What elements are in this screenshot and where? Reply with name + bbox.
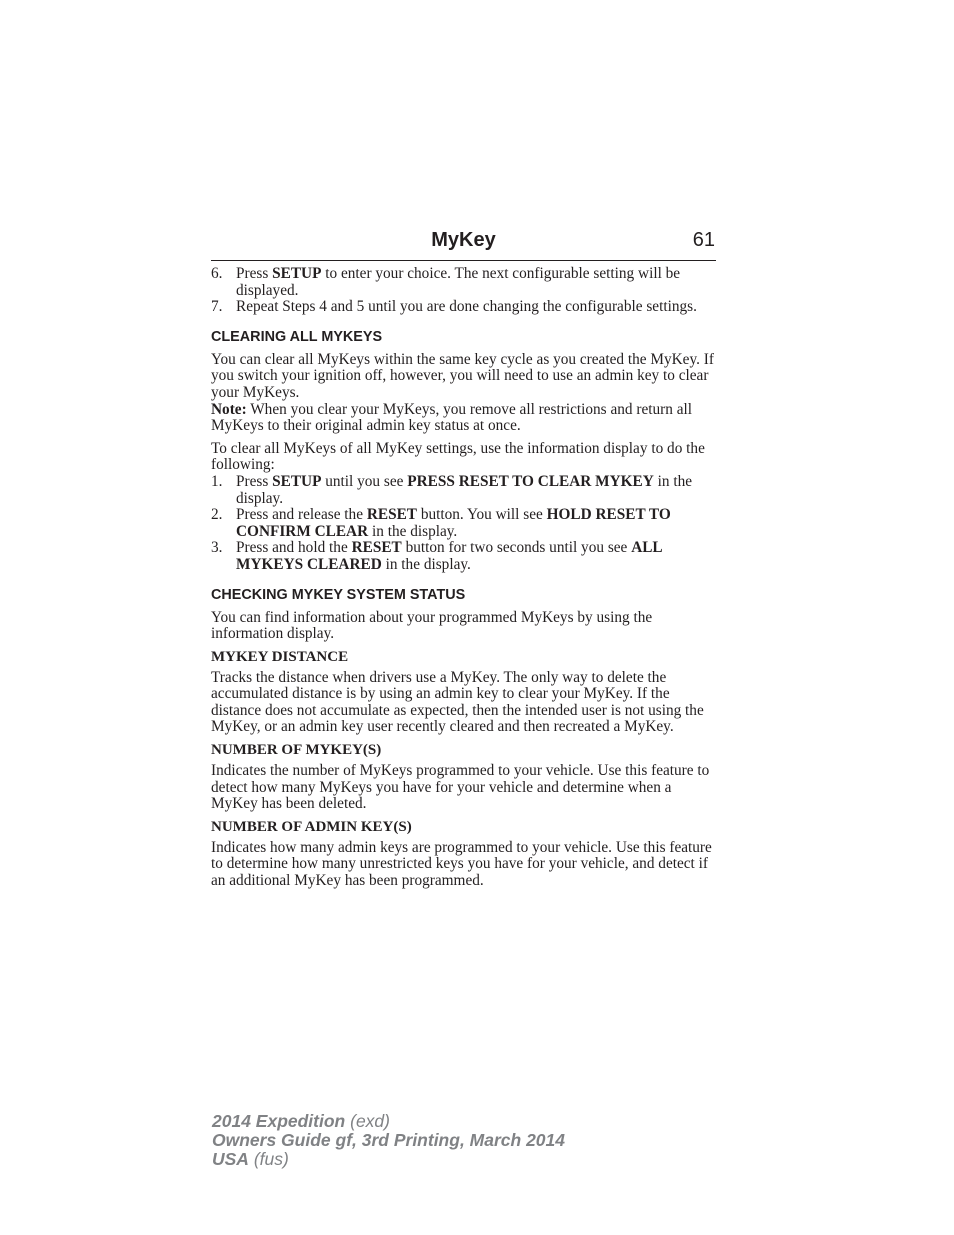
paragraph: You can find information about your programmed MyKeys by using the information display. xyxy=(211,608,653,643)
step-text: until you see xyxy=(321,472,408,490)
step-bold: SETUP xyxy=(272,265,322,282)
step-bold: HOLD RESET TO CONFIRM CLEAR xyxy=(236,506,671,540)
continued-steps-list xyxy=(211,266,716,316)
footer-model-code: (exd) xyxy=(345,1111,390,1131)
step-text: Press and release the xyxy=(236,506,367,524)
step-text: in the display. xyxy=(381,555,471,573)
list-item xyxy=(211,540,716,573)
subheading-mykey-distance: MYKEY DISTANCE xyxy=(211,648,349,665)
page-content xyxy=(211,266,716,890)
section-heading-checking: CHECKING MYKEY SYSTEM STATUS xyxy=(211,586,466,603)
note-text: When you clear your MyKeys, you remove all restrictions and return all MyKeys to their original admin key status at once. xyxy=(211,400,693,435)
list-item xyxy=(211,299,716,316)
step-text: Repeat Steps 4 and 5 until you are done changing the configurable settings. xyxy=(236,298,697,316)
footer-line-1 xyxy=(212,1112,565,1131)
step-bold: RESET xyxy=(351,539,402,557)
page-title: MyKey xyxy=(431,229,496,251)
list-number: 7. xyxy=(211,298,223,316)
section-heading-clearing: CLEARING ALL MYKEYS xyxy=(211,328,383,345)
step-text: Press xyxy=(236,472,273,490)
page-footer xyxy=(212,1112,565,1169)
list-item xyxy=(211,507,716,540)
step-text: in the display. xyxy=(368,522,458,540)
footer-guide: Owners Guide gf, 3rd Printing, March 2014 xyxy=(212,1130,565,1150)
list-number: 6. xyxy=(211,265,223,282)
subheading-number-of-mykeys: NUMBER OF MYKEY(S) xyxy=(211,742,382,759)
footer-market: USA xyxy=(212,1149,249,1169)
footer-line-2 xyxy=(212,1131,565,1150)
step-text: button. You will see xyxy=(417,506,547,524)
step-text: to enter your choice. The next configurable setting will be displayed. xyxy=(236,265,681,299)
subheading-number-of-admin-keys: NUMBER OF ADMIN KEY(S) xyxy=(211,818,412,835)
list-item xyxy=(211,266,716,299)
footer-model: 2014 Expedition xyxy=(212,1111,346,1131)
page-header xyxy=(211,229,716,261)
paragraph: You can clear all MyKeys within the same key cycle as you created the MyKey. If you switch your ignition off, however, you will need to use an admin key to clear your MyKeys. xyxy=(211,350,714,401)
list-item xyxy=(211,474,716,507)
paragraph: Indicates how many admin keys are programmed to your vehicle. Use this feature to determine how many unrestricted keys you have for your vehicle, and detect if an additional MyKey has been programmed. xyxy=(211,838,712,890)
step-bold: SETUP xyxy=(272,472,322,490)
paragraph: Indicates the number of MyKeys programmed to your vehicle. Use this feature to detect how many MyKeys you have for your vehicle and determine when a MyKey has been deleted. xyxy=(211,762,710,813)
list-number: 1. xyxy=(211,472,223,490)
clearing-steps-list xyxy=(211,474,716,574)
step-text: in the display. xyxy=(236,472,693,507)
page-number: 61 xyxy=(692,229,715,251)
list-number: 3. xyxy=(211,539,223,557)
step-text: Press xyxy=(236,265,273,282)
step-bold: RESET xyxy=(366,506,417,524)
step-text: Press and hold the xyxy=(236,539,352,557)
step-bold: PRESS RESET TO CLEAR MYKEY xyxy=(407,472,654,490)
list-number: 2. xyxy=(211,506,223,524)
note-paragraph xyxy=(211,402,716,435)
step-bold: ALL MYKEYS CLEARED xyxy=(236,539,662,573)
paragraph: To clear all MyKeys of all MyKey settings, use the information display to do the following: xyxy=(211,439,705,474)
note-label: Note: xyxy=(211,400,247,418)
paragraph: Tracks the distance when drivers use a MyKey. The only way to delete the accumulated distance is by using an admin key to clear your MyKey. If the distance does not accumulate as expected, then the intended user is not using the MyKey, or an admin key user recently cleared and then recreated a MyKey. xyxy=(211,668,704,736)
footer-market-code: (fus) xyxy=(248,1149,289,1169)
footer-line-3 xyxy=(212,1150,565,1169)
step-text: button for two seconds until you see xyxy=(401,539,632,557)
